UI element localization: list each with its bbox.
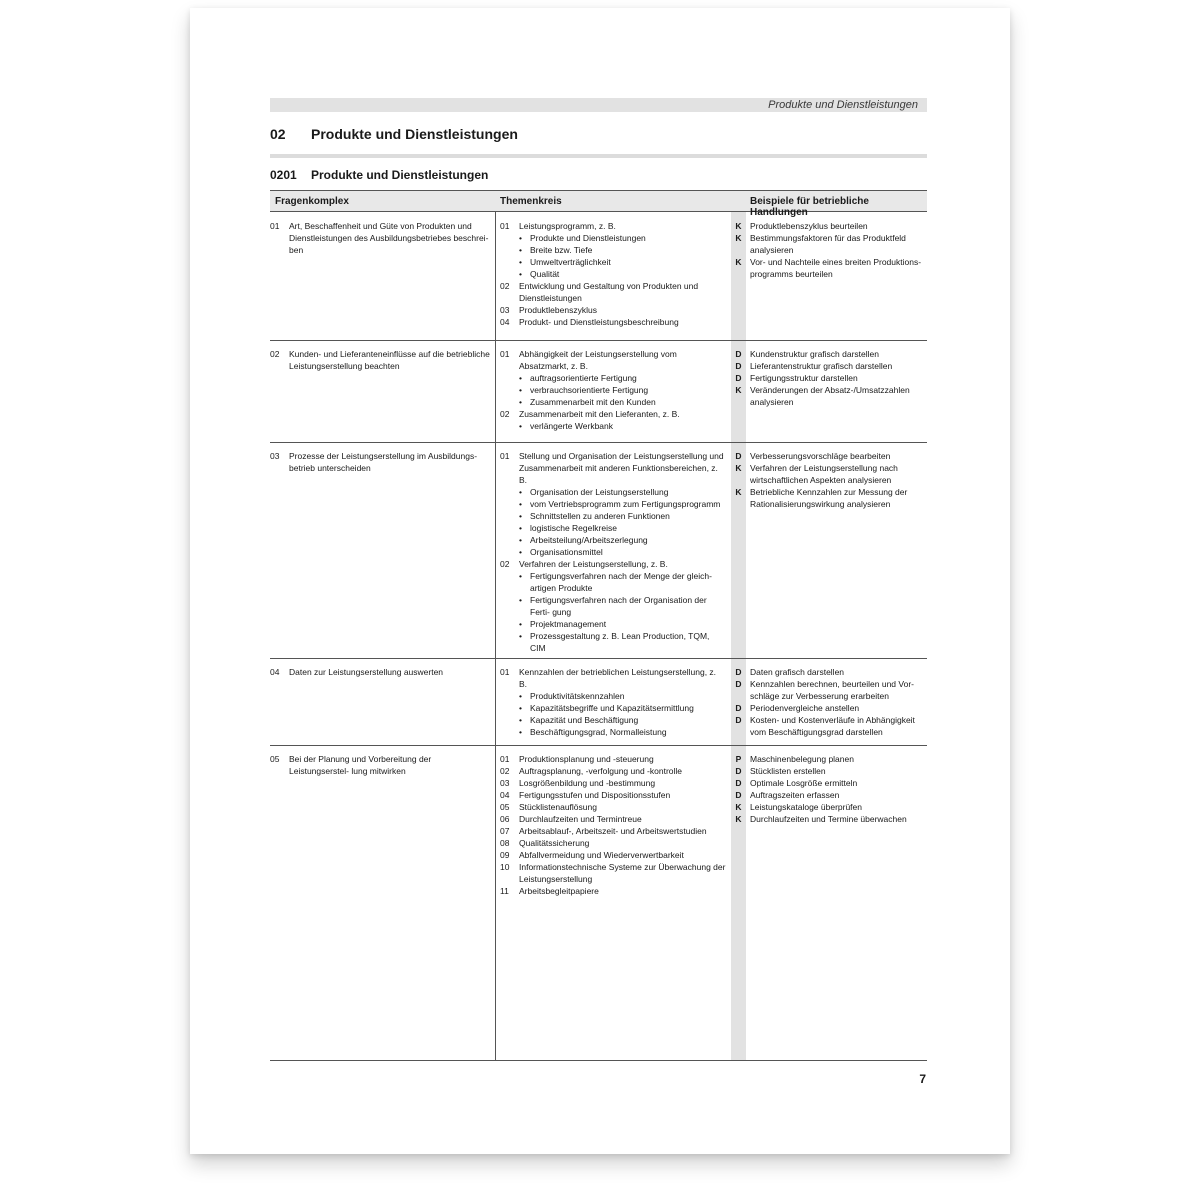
bullet-text: auftragsorientierte Fertigung	[530, 373, 637, 383]
table-bottom-rule	[270, 1060, 927, 1061]
table-row	[270, 212, 927, 340]
bullet-dot-icon: •	[519, 727, 522, 737]
fragenkomplex-item	[270, 753, 490, 777]
bullet-item	[500, 420, 726, 432]
themenkreis-text: Durchlaufzeiten und Termintreue	[519, 814, 642, 824]
beispiele-cell	[731, 666, 927, 738]
beispiel-item	[731, 813, 927, 825]
bullet-text: Kapazität und Beschäftigung	[530, 715, 639, 725]
fragenkomplex-number: 05	[270, 754, 280, 764]
competence-marker: D	[735, 703, 742, 713]
bullet-dot-icon: •	[519, 691, 522, 701]
themenkreis-text: Produktionsplanung und -steuerung	[519, 754, 654, 764]
bullet-dot-icon: •	[519, 233, 522, 243]
chapter-number: 02	[270, 126, 286, 142]
themenkreis-number: 10	[500, 862, 510, 872]
themenkreis-item	[500, 450, 726, 486]
table-row	[270, 442, 927, 658]
fragenkomplex-cell	[270, 753, 490, 777]
bullet-text: Kapazitätsbegriffe und Kapazitätsermittlung	[530, 703, 694, 713]
bullet-text: Produkte und Dienstleistungen	[530, 233, 646, 243]
fragenkomplex-number: 04	[270, 667, 280, 677]
bullet-item	[500, 570, 726, 594]
themenkreis-text: Leistungsprogramm, z. B.	[519, 221, 616, 231]
competence-marker: K	[735, 463, 742, 473]
competence-marker: K	[735, 487, 742, 497]
competence-marker: K	[735, 257, 742, 267]
beispiel-item	[731, 486, 927, 510]
bullet-item	[500, 594, 726, 618]
themenkreis-number: 11	[500, 886, 509, 896]
themenkreis-item	[500, 789, 726, 801]
bullet-item	[500, 618, 726, 630]
section-number: 0201	[270, 168, 297, 182]
beispiel-text: Stücklisten erstellen	[750, 766, 826, 776]
bullet-text: Qualität	[530, 269, 560, 279]
bullet-dot-icon: •	[519, 595, 522, 605]
themenkreis-number: 01	[500, 221, 510, 231]
competence-marker: D	[735, 667, 742, 677]
competence-marker: K	[735, 802, 742, 812]
fragenkomplex-cell	[270, 220, 490, 256]
beispiel-text: Verbesserungsvorschläge bearbeiten	[750, 451, 891, 461]
bullet-item	[500, 232, 726, 244]
fragenkomplex-text	[289, 666, 490, 678]
bullet-text: Beschäftigungsgrad, Normalleistung	[530, 727, 667, 737]
beispiel-item	[731, 372, 927, 384]
fragenkomplex-number: 02	[270, 349, 280, 359]
themenkreis-text: Arbeitsbegleitpapiere	[519, 886, 599, 896]
beispiel-text: Leistungskataloge überprüfen	[750, 802, 862, 812]
beispiel-text: Bestimmungsfaktoren für das Produktfeld analysieren	[750, 233, 906, 255]
themenkreis-cell	[500, 753, 726, 897]
beispiel-item	[731, 360, 927, 372]
themenkreis-text: Produktlebenszyklus	[519, 305, 597, 315]
fragenkomplex-item	[270, 348, 490, 372]
themenkreis-item	[500, 765, 726, 777]
beispiel-text: Durchlaufzeiten und Termine überwachen	[750, 814, 907, 824]
bullet-text: Projektmanagement	[530, 619, 607, 629]
bullet-text: Umweltverträglichkeit	[530, 257, 611, 267]
bullet-text: Breite bzw. Tiefe	[530, 245, 593, 255]
beispiel-text: Betriebliche Kennzahlen zur Messung der Rationalisierungswirkung analysieren	[750, 487, 908, 509]
fragenkomplex-text-part: Kunden- und Lieferanteneinflüsse auf die betriebliche Leistungserstellung beachten	[289, 349, 490, 371]
beispiel-text: Auftragszeiten erfassen	[750, 790, 840, 800]
themenkreis-item	[500, 316, 726, 328]
fragenkomplex-cell	[270, 450, 490, 474]
beispiel-text: Periodenvergleiche anstellen	[750, 703, 860, 713]
bullet-text: vom Vertriebsprogramm zum Fertigungsprogramm	[530, 499, 721, 509]
fragenkomplex-text-part: Bei der Planung und Vorbereitung der Leistungserstel- lung mitwirken	[289, 754, 432, 776]
bullet-dot-icon: •	[519, 703, 522, 713]
fragenkomplex-text	[289, 450, 490, 474]
bullet-item	[500, 726, 726, 738]
themenkreis-number: 01	[500, 667, 510, 677]
fragenkomplex-number: 03	[270, 451, 280, 461]
themenkreis-number: 02	[500, 281, 510, 291]
competence-marker: K	[735, 814, 742, 824]
competence-marker: D	[735, 451, 742, 461]
beispiel-item	[731, 220, 927, 232]
bullet-dot-icon: •	[519, 571, 522, 581]
bullet-item	[500, 498, 726, 510]
themenkreis-number: 04	[500, 790, 510, 800]
competence-marker: D	[735, 766, 742, 776]
themenkreis-number: 07	[500, 826, 510, 836]
bullet-dot-icon: •	[519, 397, 522, 407]
section-title: Produkte und Dienstleistungen	[311, 168, 489, 182]
bullet-dot-icon: •	[519, 523, 522, 533]
fragenkomplex-text-part: ben	[289, 245, 304, 255]
bullet-dot-icon: •	[519, 269, 522, 279]
beispiel-text: Veränderungen der Absatz-/Umsatzzahlen analysieren	[750, 385, 910, 407]
table-row	[270, 745, 927, 1061]
themenkreis-text: Losgrößenbildung und -bestimmung	[519, 778, 656, 788]
bullet-item	[500, 384, 726, 396]
beispiel-text: Maschinenbelegung planen	[750, 754, 854, 764]
themenkreis-item	[500, 837, 726, 849]
bullet-dot-icon: •	[519, 631, 522, 641]
fragenkomplex-text-part: Prozesse der Leistungserstellung im Ausbildungs- betrieb unterscheiden	[289, 451, 478, 473]
bullet-text: Fertigungsverfahren nach der Menge der gleich- artigen Produkte	[530, 571, 712, 593]
beispiel-item	[731, 232, 927, 256]
running-header: Produkte und Dienstleistungen	[768, 99, 918, 111]
bullet-item	[500, 714, 726, 726]
themenkreis-item	[500, 885, 726, 897]
beispiele-cell	[731, 348, 927, 408]
bullet-dot-icon: •	[519, 547, 522, 557]
themenkreis-number: 09	[500, 850, 510, 860]
themenkreis-item	[500, 801, 726, 813]
section-heading	[270, 168, 488, 182]
beispiel-item	[731, 678, 927, 702]
themenkreis-text: Qualitätssicherung	[519, 838, 590, 848]
bullet-text: Zusammenarbeit mit den Kunden	[530, 397, 656, 407]
bullet-item	[500, 256, 726, 268]
fragenkomplex-item	[270, 220, 490, 256]
fragenkomplex-text	[289, 348, 490, 372]
beispiel-item	[731, 801, 927, 813]
beispiel-item	[731, 256, 927, 280]
beispiel-item	[731, 753, 927, 765]
beispiel-item	[731, 777, 927, 789]
fragenkomplex-item	[270, 666, 490, 678]
themenkreis-item	[500, 861, 726, 885]
competence-marker: D	[735, 349, 742, 359]
bullet-item	[500, 630, 726, 654]
themenkreis-text: Auftragsplanung, -verfolgung und -kontrolle	[519, 766, 683, 776]
bullet-text: verlängerte Werkbank	[530, 421, 613, 431]
beispiel-text: Optimale Losgröße ermitteln	[750, 778, 858, 788]
themenkreis-number: 01	[500, 349, 510, 359]
beispiel-item	[731, 714, 927, 738]
competence-marker: D	[735, 790, 742, 800]
themenkreis-item	[500, 348, 726, 372]
fragenkomplex-text	[289, 220, 490, 256]
bullet-item	[500, 268, 726, 280]
themenkreis-item	[500, 304, 726, 316]
beispiel-item	[731, 348, 927, 360]
themenkreis-item	[500, 825, 726, 837]
themenkreis-number: 01	[500, 451, 510, 461]
themenkreis-text: Kennzahlen der betrieblichen Leistungserstellung, z. B.	[519, 667, 717, 689]
beispiele-cell	[731, 450, 927, 510]
themenkreis-text: Fertigungsstufen und Dispositionsstufen	[519, 790, 671, 800]
bullet-dot-icon: •	[519, 245, 522, 255]
bullet-text: verbrauchsorientierte Fertigung	[530, 385, 649, 395]
themenkreis-number: 05	[500, 802, 510, 812]
themenkreis-text: Entwicklung und Gestaltung von Produkten und Dienstleistungen	[519, 281, 699, 303]
bullet-text: Prozessgestaltung z. B. Lean Production, TQM, CIM	[530, 631, 710, 653]
beispiel-item	[731, 462, 927, 486]
bullet-item	[500, 522, 726, 534]
themenkreis-number: 02	[500, 766, 510, 776]
beispiel-text: Verfahren der Leistungserstellung nach wirtschaftlichen Aspekten analysieren	[750, 463, 898, 485]
themenkreis-text: Produkt- und Dienstleistungsbeschreibung	[519, 317, 679, 327]
competence-marker: P	[735, 754, 742, 764]
themenkreis-item	[500, 220, 726, 232]
bullet-dot-icon: •	[519, 257, 522, 267]
bullet-item	[500, 690, 726, 702]
bullet-text: Arbeitsteilung/Arbeitszerlegung	[530, 535, 648, 545]
competence-marker: D	[735, 778, 742, 788]
themenkreis-item	[500, 777, 726, 789]
bullet-dot-icon: •	[519, 511, 522, 521]
themenkreis-item	[500, 813, 726, 825]
competence-marker: D	[735, 373, 742, 383]
beispiel-item	[731, 384, 927, 408]
fragenkomplex-item	[270, 450, 490, 474]
beispiel-text: Lieferantenstruktur grafisch darstellen	[750, 361, 893, 371]
bullet-text: Organisationsmittel	[530, 547, 603, 557]
beispiel-item	[731, 765, 927, 777]
bullet-dot-icon: •	[519, 619, 522, 629]
bullet-item	[500, 396, 726, 408]
themenkreis-number: 01	[500, 754, 510, 764]
bullet-item	[500, 702, 726, 714]
bullet-text: Organisation der Leistungserstellung	[530, 487, 669, 497]
fragenkomplex-cell	[270, 348, 490, 372]
themenkreis-number: 03	[500, 778, 510, 788]
beispiel-text: Produktlebenszyklus beurteilen	[750, 221, 868, 231]
fragenkomplex-text-part: Art, Beschaffenheit und Güte von Produkten und Dienstleistungen des Ausbildungsbetriebes beschrei-	[289, 221, 489, 243]
table-row	[270, 658, 927, 745]
bullet-dot-icon: •	[519, 499, 522, 509]
themenkreis-item	[500, 280, 726, 304]
fragenkomplex-text-part: Daten zur Leistungserstellung auswerten	[289, 667, 444, 677]
header-fragenkomplex: Fragenkomplex	[275, 196, 349, 207]
bullet-dot-icon: •	[519, 421, 522, 431]
themenkreis-number: 06	[500, 814, 510, 824]
themenkreis-cell	[500, 666, 726, 738]
bullet-dot-icon: •	[519, 385, 522, 395]
themenkreis-item	[500, 408, 726, 420]
themenkreis-number: 02	[500, 409, 510, 419]
themenkreis-cell	[500, 220, 726, 328]
themenkreis-text: Stellung und Organisation der Leistungserstellung und Zusammenarbeit mit anderen Funktionsbereichen, z. B.	[519, 451, 724, 485]
themenkreis-number: 08	[500, 838, 510, 848]
themenkreis-cell	[500, 450, 726, 654]
chapter-title: Produkte und Dienstleistungen	[311, 126, 518, 142]
beispiel-item	[731, 789, 927, 801]
competence-marker: K	[735, 221, 742, 231]
bullet-text: Fertigungsverfahren nach der Organisation der Ferti- gung	[530, 595, 707, 617]
beispiel-text: Fertigungsstruktur darstellen	[750, 373, 858, 383]
chapter-rule	[270, 154, 927, 158]
bullet-dot-icon: •	[519, 535, 522, 545]
table-row	[270, 340, 927, 442]
bullet-text: Produktivitätskennzahlen	[530, 691, 625, 701]
themenkreis-cell	[500, 348, 726, 432]
themenkreis-item	[500, 849, 726, 861]
bullet-dot-icon: •	[519, 373, 522, 383]
beispiel-text: Vor- und Nachteile eines breiten Produktions- programms beurteilen	[750, 257, 922, 279]
bullet-item	[500, 244, 726, 256]
bullet-item	[500, 534, 726, 546]
fragenkomplex-cell	[270, 666, 490, 678]
bullet-text: logistische Regelkreise	[530, 523, 617, 533]
competence-marker: D	[735, 361, 742, 371]
beispiel-item	[731, 450, 927, 462]
beispiele-cell	[731, 753, 927, 825]
fragenkomplex-text	[289, 753, 490, 777]
page-number: 7	[919, 1072, 926, 1086]
themenkreis-number: 04	[500, 317, 510, 327]
chapter-heading	[270, 126, 518, 142]
bullet-item	[500, 486, 726, 498]
themenkreis-text: Abfallvermeidung und Wiederverwertbarkeit	[519, 850, 684, 860]
themenkreis-item	[500, 666, 726, 690]
beispiel-text: Kosten- und Kostenverläufe in Abhängigkeit vom Beschäftigungsgrad darstellen	[750, 715, 915, 737]
themenkreis-item	[500, 558, 726, 570]
bullet-item	[500, 546, 726, 558]
competence-marker: K	[735, 385, 742, 395]
themenkreis-text: Informationstechnische Systeme zur Überwachung der Leistungserstellung	[519, 862, 726, 884]
beispiel-item	[731, 666, 927, 678]
themenkreis-text: Arbeitsablauf-, Arbeitszeit- und Arbeitswertstudien	[519, 826, 707, 836]
themenkreis-text: Zusammenarbeit mit den Lieferanten, z. B.	[519, 409, 680, 419]
bullet-dot-icon: •	[519, 715, 522, 725]
competence-marker: D	[735, 679, 742, 689]
themenkreis-number: 02	[500, 559, 510, 569]
header-beispiele: Beispiele für betriebliche Handlungen	[750, 196, 869, 218]
header-themenkreis: Themenkreis	[500, 196, 562, 207]
bullet-item	[500, 372, 726, 384]
themenkreis-text: Verfahren der Leistungserstellung, z. B.	[519, 559, 668, 569]
beispiele-cell	[731, 220, 927, 280]
beispiel-item	[731, 702, 927, 714]
beispiel-text: Kennzahlen berechnen, beurteilen und Vor- schläge zur Verbesserung erarbeiten	[750, 679, 914, 701]
bullet-dot-icon: •	[519, 487, 522, 497]
bullet-text: Schnittstellen zu anderen Funktionen	[530, 511, 670, 521]
document-page	[190, 8, 1010, 1154]
curriculum-table	[270, 190, 927, 1061]
themenkreis-item	[500, 753, 726, 765]
fragenkomplex-number: 01	[270, 221, 280, 231]
themenkreis-number: 03	[500, 305, 510, 315]
bullet-item	[500, 510, 726, 522]
table-header	[270, 190, 927, 218]
competence-marker: D	[735, 715, 742, 725]
themenkreis-text: Stücklistenauflösung	[519, 802, 597, 812]
beispiel-text: Kundenstruktur grafisch darstellen	[750, 349, 879, 359]
themenkreis-text: Abhängigkeit der Leistungserstellung vom Absatzmarkt, z. B.	[519, 349, 677, 371]
beispiel-text: Daten grafisch darstellen	[750, 667, 845, 677]
competence-marker: K	[735, 233, 742, 243]
